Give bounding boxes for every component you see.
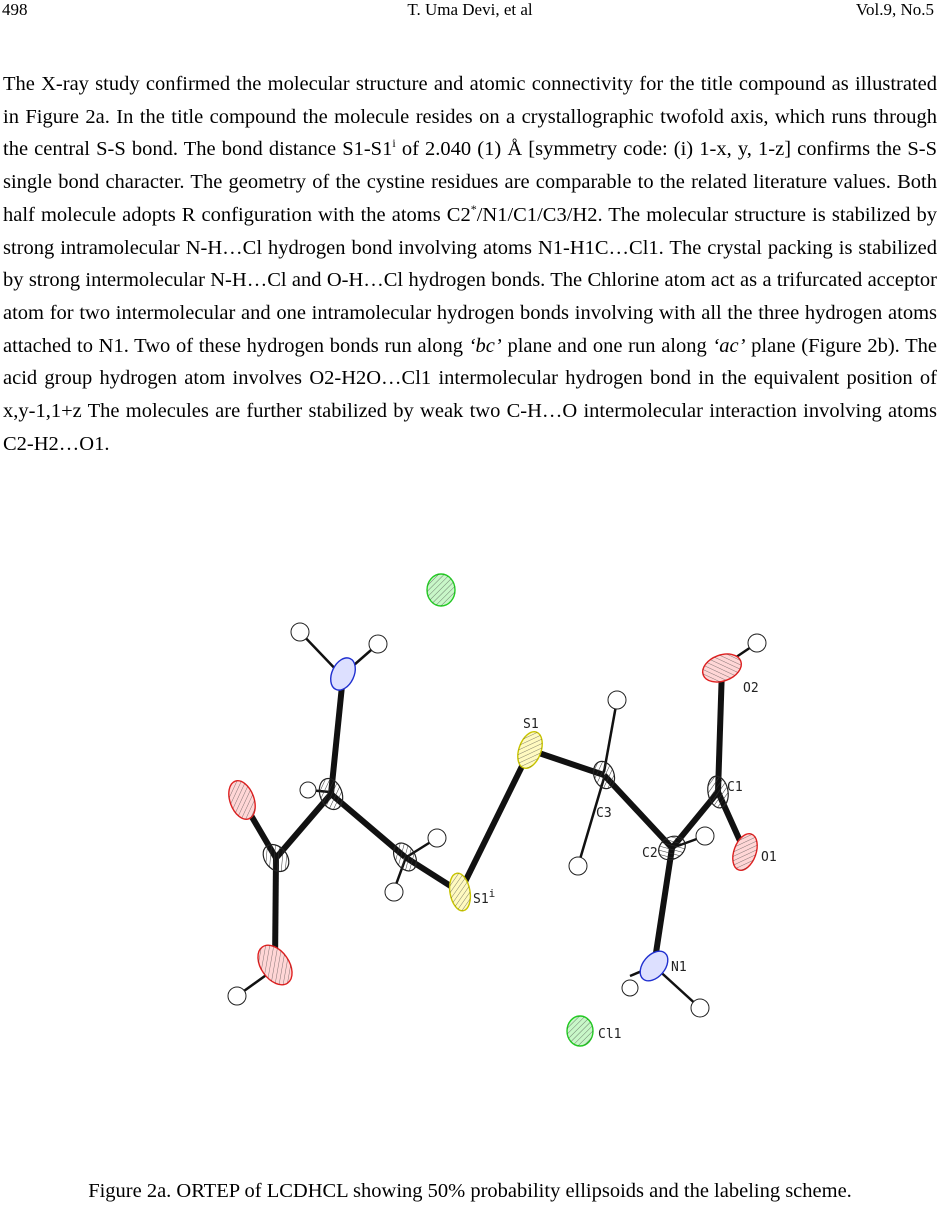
- heavy-bonds: [242, 668, 745, 966]
- superscript: *: [470, 201, 477, 216]
- bond: [331, 676, 343, 794]
- ortep-figure: [0, 555, 940, 1075]
- bond: [654, 848, 672, 966]
- hydrogen-atom: [428, 829, 446, 847]
- text-run: /N1/C1/C3/H2. The molecular structure is stabilized by strong intramolecular N-H…Cl hydrogen bond involving atoms N1-H1C…Cl1. The crystal packing is stabilized by strong intermolecular N-H…Cl and O-H…Cl hydrogen bonds. The Chlorine atom act as a trifurcated acceptor atom for two intermolecular and one intramolecular hydrogen bonds involving with all the three hydrogen atoms attached to N1. Two of these hydrogen bonds run along: [3, 203, 937, 357]
- text-run: plane (Figure 2b). The acid group hydrogen atom involves O2-H2O…Cl1 intermolecular hydrogen bond in the equivalent position of x,y-1,1+z The molecules are further stabilized by weak two C-H…O intermolecular interaction involving atoms C2-H2…O1.: [3, 334, 937, 455]
- hydrogen-atom: [369, 635, 387, 653]
- hydrogen-atom: [608, 691, 626, 709]
- journal-volume: Vol.9, No.5: [855, 0, 934, 19]
- label-O1: O1: [761, 850, 777, 865]
- running-authors: T. Uma Devi, et al: [407, 0, 533, 19]
- bond: [604, 775, 672, 848]
- label-O2: O2: [743, 681, 759, 696]
- hydrogen-atom: [228, 987, 246, 1005]
- bond: [578, 778, 604, 866]
- superscript: i: [392, 136, 396, 151]
- italic-plane: ‘ac’: [712, 334, 746, 357]
- label-N1: N1: [671, 960, 687, 975]
- ortep-diagram: [0, 555, 940, 1075]
- label-S1: S1: [523, 717, 539, 732]
- shading: [567, 1016, 593, 1046]
- bond: [276, 794, 331, 858]
- body-paragraph: [3, 68, 937, 460]
- shading: [427, 574, 455, 606]
- label-C2: C2: [642, 846, 658, 861]
- hydrogen-atom: [691, 999, 709, 1017]
- bond: [604, 700, 617, 772]
- hydrogen-atom: [569, 857, 587, 875]
- hydrogen-atom: [291, 623, 309, 641]
- label-C3: C3: [596, 806, 612, 821]
- text-run: plane and one run along: [501, 334, 713, 357]
- label-S1i: S1$^i$: [473, 887, 496, 907]
- label-C1: C1: [727, 780, 743, 795]
- hydrogen-atom: [748, 634, 766, 652]
- label-Cl1: Cl1: [598, 1027, 622, 1042]
- bond: [718, 668, 722, 792]
- page-number: 498: [2, 0, 28, 19]
- hydrogen-atom: [385, 883, 403, 901]
- heteroatoms: [224, 574, 762, 1046]
- text-run: of 2.040 (1) Å [symmetry code: (i) 1-x, y, 1-z] confirms the S-S single bond character. The geometry of the cystine residues are comparable to the related literature values. Both half molecule adopts R configuration with the atoms C2: [3, 138, 938, 226]
- hydrogen-atom: [300, 782, 316, 798]
- italic-plane: ‘bc’: [468, 334, 502, 357]
- hydrogen-atom: [622, 980, 638, 996]
- running-header: [0, 0, 940, 26]
- text-run: The X-ray study confirmed the molecular structure and atomic connectivity for the title compound as illustrated in Figure 2a. In the title compound the molecule resides on a crystallographic twofold axis, which runs through the central S-S bond. The bond distance S1-S1: [3, 73, 937, 161]
- nitrogen-atom-N1: [635, 946, 674, 986]
- figure-caption: Figure 2a. ORTEP of LCDHCL showing 50% probability ellipsoids and the labeling scheme.: [88, 1180, 852, 1202]
- ellipsoid-shading: [224, 574, 762, 1046]
- hydrogen-atom: [696, 827, 714, 845]
- bond: [460, 750, 530, 892]
- nitrogen-atom: [326, 654, 360, 694]
